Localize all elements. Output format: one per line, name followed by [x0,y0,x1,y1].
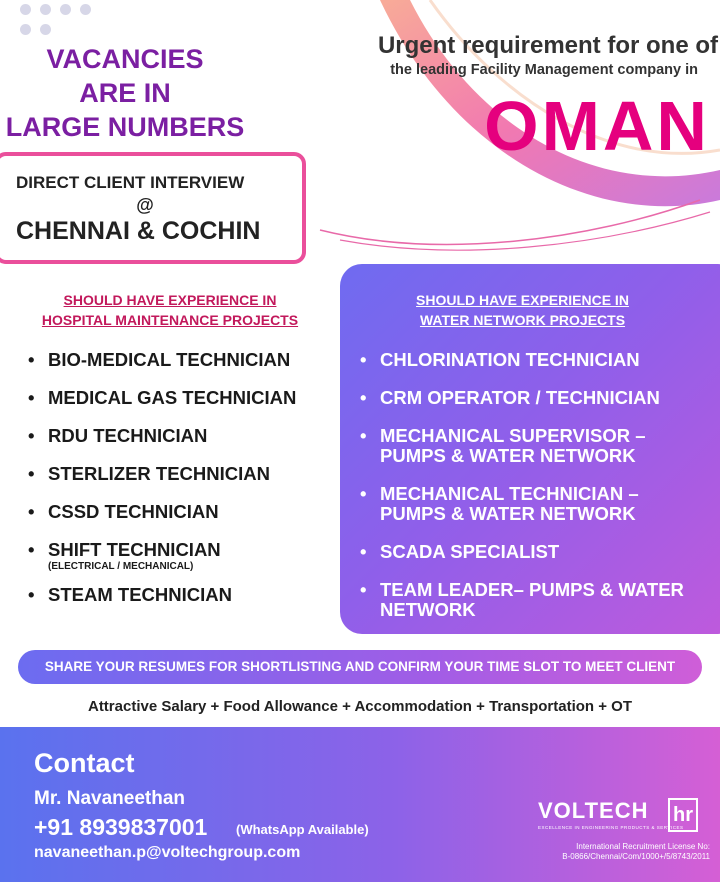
vacancies-line: LARGE NUMBERS [5,112,245,142]
voltech-logo [538,798,708,834]
benefits-line: Attractive Salary + Food Allowance + Accommodation + Transportation + OT [87,698,632,715]
contact-phone[interactable]: +91 8939837001 [34,814,208,840]
contact-name: Mr. Navaneethan [34,788,185,809]
list-item [360,350,705,370]
list-item [28,540,338,573]
job-title: STERLIZER TECHNICIAN [48,463,270,484]
job-title: CSSD TECHNICIAN [48,501,219,522]
job-title: SCADA SPECIALIST [380,541,560,562]
hospital-job-list [28,350,338,623]
list-item [360,542,705,562]
interview-label: DIRECT CLIENT INTERVIEW [16,173,245,192]
company-description: the leading Facility Management company in [390,62,698,78]
job-title: CRM OPERATOR / TECHNICIAN [380,387,660,408]
list-item [28,585,338,605]
license-line: International Recruitment License No: [576,842,710,851]
interview-cities: CHENNAI & COCHIN [16,217,261,245]
heading-line: SHOULD HAVE EXPERIENCE IN [416,292,629,308]
job-title: MECHANICAL SUPERVISOR – PUMPS & WATER NETWORK [380,425,646,466]
contact-title: Contact [34,748,135,778]
logo-tagline: EXCELLENCE IN ENGINEERING PRODUCTS & SERVICES [538,825,684,830]
water-job-list [360,350,705,638]
hospital-section-heading [20,290,320,330]
job-title: MECHANICAL TECHNICIAN – PUMPS & WATER NETWORK [380,483,639,524]
logo-wordmark: VOLTECH [538,798,649,823]
list-item [360,388,705,408]
country-title: OMAN [484,87,710,165]
list-item [28,464,338,484]
list-item [360,580,705,620]
job-title: BIO-MEDICAL TECHNICIAN [48,349,291,370]
list-item [360,484,705,524]
job-title: CHLORINATION TECHNICIAN [380,349,640,370]
license-line: B-0866/Chennai/Com/1000+/5/8743/2011 [562,852,710,861]
interview-at: @ [136,195,154,215]
job-title: SHIFT TECHNICIAN [48,539,221,560]
contact-email[interactable]: navaneethan.p@voltechgroup.com [34,844,301,861]
job-title: RDU TECHNICIAN [48,425,208,446]
list-item [28,426,338,446]
hr-logo-icon: hr [668,798,698,832]
license-text [540,842,710,862]
heading-line: WATER NETWORK PROJECTS [419,312,626,328]
vacancies-heading [0,42,250,144]
heading-line: SHOULD HAVE EXPERIENCE IN [63,292,277,308]
job-title: STEAM TECHNICIAN [48,584,232,605]
heading-line: HOSPITAL MAINTENANCE PROJECTS [41,312,299,328]
job-title: TEAM LEADER– PUMPS & WATER NETWORK [380,579,684,620]
share-resume-banner: SHARE YOUR RESUMES FOR SHORTLISTING AND CONFIRM YOUR TIME SLOT TO MEET CLIENT [18,650,702,684]
decorative-dots [20,4,100,44]
whatsapp-note: (WhatsApp Available) [236,822,369,837]
list-item [28,502,338,522]
list-item [28,350,338,370]
urgent-requirement: Urgent requirement for one of [377,32,718,59]
job-title: MEDICAL GAS TECHNICIAN [48,387,297,408]
list-item [360,426,705,466]
job-note: (ELECTRICAL / MECHANICAL) [48,561,194,572]
vacancies-line: VACANCIES [46,44,204,74]
vacancies-line: ARE IN [79,78,171,108]
list-item [28,388,338,408]
water-section-heading [370,290,675,330]
